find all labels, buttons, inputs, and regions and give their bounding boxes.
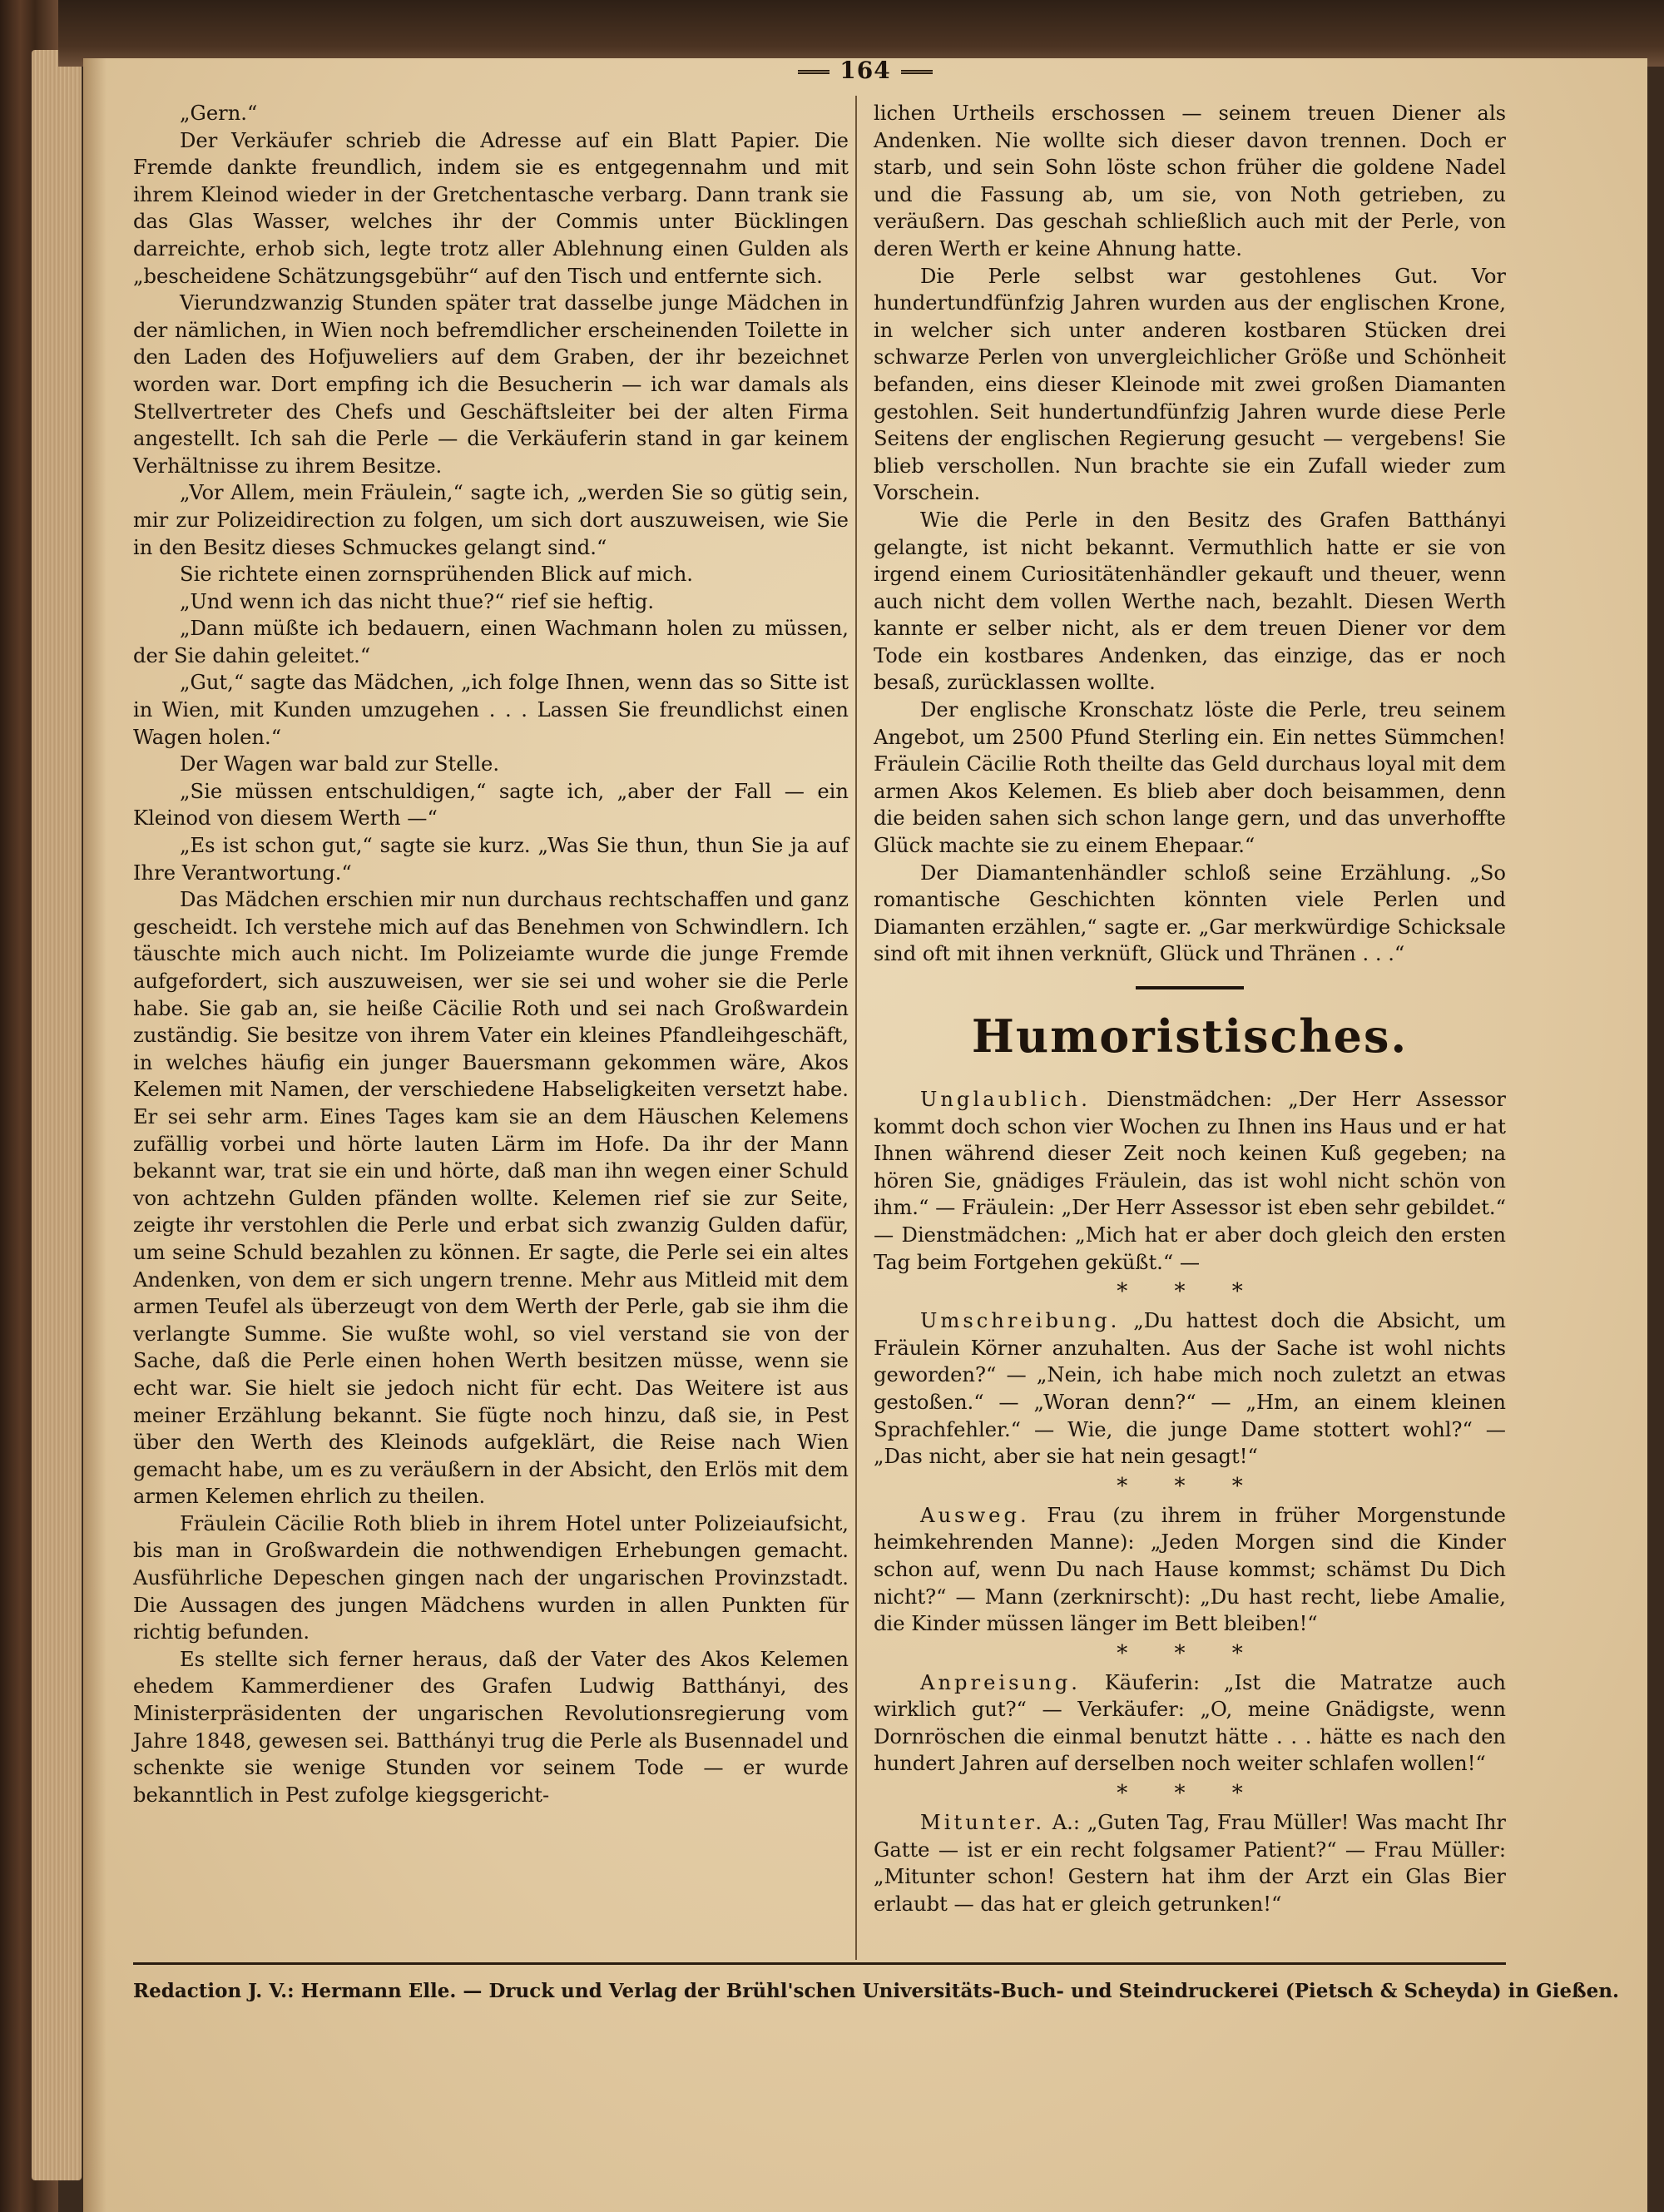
joke-text: A.: „Guten Tag, Frau Müller! Was macht Ihr Gatte — ist er ein recht folgsamer Patient?“ — Frau Müller: „Mitunter schon! Gestern hat ihm der Arzt ein Glas Bier erlaubt — das hat er gleich getrunken!“	[874, 1811, 1506, 1916]
paragraph: „Sie müssen entschuldigen,“ sagte ich, „aber der Fall — ein Kleinod von diesem Werth —“	[133, 779, 849, 831]
paragraph: Der Diamantenhändler schloß seine Erzählung. „So romantische Geschichten könnten viele Perlen und Diamanten erzählen,“ sagte er. „Gar merkwürdige Schicksale sind oft mit ihnen verknüft, Glück und Thränen . . .“	[874, 860, 1506, 966]
footer-rule	[133, 1962, 1506, 1965]
joke-text: Käuferin: „Ist die Matratze auch wirklich gut?“ — Verkäufer: „O, meine Gnädigste, wenn Dornröschen die einmal benutzt hätte . . . hätte es nach den hundert Jahren auf derselben noch weiter schlafen wollen!“	[874, 1670, 1506, 1776]
paragraph: „Und wenn ich das nicht thue?“ rief sie heftig.	[180, 589, 655, 613]
ornament-dash-left	[798, 70, 830, 74]
joke-text: „Du hattest doch die Absicht, um Fräulein Körner anzuhalten. Aus der Sache ist wohl nichts geworden?“ — „Nein, ich habe mich noch zuletzt an etwas gestoßen.“ — „Woran denn?“ — „Hm, an einem kleinen Sprachfehler.“ — Wie, die junge Dame stottert wohl?“ — „Das nicht, aber sie hat nein gesagt!“	[874, 1309, 1506, 1469]
separator-stars: * * *	[1117, 1279, 1263, 1305]
joke-title: Umschreibung.	[920, 1309, 1121, 1333]
paragraph: Der Verkäufer schrieb die Adresse auf ein Blatt Papier. Die Fremde dankte freundlich, indem sie es entgegennahm und mit ihrem Kleinod wieder in der Gretchentasche verbarg. Dann trank sie das Glas Wasser, welches ihr der Commis unter Bücklingen darreichte, erhob sich, legte trotz aller Ablehnung einen Gulden als „bescheidene Schätzungsgebühr“ auf den Tisch und entfernte sich.	[133, 128, 849, 288]
paragraph: Das Mädchen erschien mir nun durchaus rechtschaffen und ganz gescheidt. Ich verstehe mich auf das Benehmen von Schwindlern. Ich täuschte mich auch nicht. Im Polizeiamte wurde die junge Fremde aufgefordert, sich auszuweisen, wer sie sei und woher sie die Perle habe. Sie gab an, sie heiße Cäcilie Roth und sei nach Großwardein zuständig. Sie besitze von ihrem Vater ein kleines Pfandleihgeschäft, in welches häufig ein junger Bauersmann gekommen wäre, Akos Kelemen mit Namen, der verschiedene Habseligkeiten versetzt habe. Er sei sehr arm. Eines Tages kam sie an dem Häuschen Kelemens zufällig vorbei und hörte lauten Lärm im Hofe. Da ihr der Mann bekannt war, trat sie ein und hörte, daß man ihn wegen einer Schuld von achtzehn Gulden pfänden wollte. Kelemen rief sie zur Seite, zeigte ihr verstohlen die Perle und erbat sich zwanzig Gulden dafür, um seine Schuld bezahlen zu können. Er sagte, die Perle sei ein altes Andenken, von dem er sich ungern trenne. Mehr aus Mitleid mit dem armen Teufel als überzeugt von dem Werth der Perle, gab sie ihm die verlangte Summe. Sie wußte wohl, so viel verstand sie von der Sache, daß die Perle einen hohen Werth besitzen müsse, wenn sie echt war. Sie hielt sie jedoch nicht für echt. Das Weitere ist aus meiner Erzählung bekannt. Sie fügte noch hinzu, daß sie, in Pest über den Werth des Kleinods aufgeklärt, die Reise nach Wien gemacht habe, um es zu veräußern in der Absicht, den Erlös mit dem armen Kelemen ehrlich zu theilen.	[133, 888, 849, 1509]
paragraph: „Es ist schon gut,“ sagte sie kurz. „Was Sie thun, thun Sie ja auf Ihre Verantwortung.“	[133, 834, 849, 885]
joke-title: Ausweg.	[920, 1503, 1030, 1527]
joke-title: Mitunter.	[920, 1811, 1046, 1835]
section-heading: Humoristisches.	[971, 1009, 1409, 1063]
joke-item	[874, 1809, 1506, 1917]
paragraph: „Vor Allem, mein Fräulein,“ sagte ich, „werden Sie so gütig sein, mir zur Polizeidirection zu folgen, um sich dort auszuweisen, wie Sie in den Besitz dieses Schmuckes gelangt sind.“	[133, 481, 849, 559]
joke-title: Anpreisung.	[920, 1670, 1081, 1694]
joke-item	[874, 1669, 1506, 1778]
separator-stars: * * *	[1117, 1640, 1263, 1666]
paragraph: Vierundzwanzig Stunden später trat dasselbe junge Mädchen in der nämlichen, in Wien noch befremdlicher erscheinenden Toilette in den Laden des Hofjuweliers auf dem Graben, der ihr bezeichnet worden war. Dort empfing ich die Besucherin — ich war damals als Stellvertreter des Chefs und Geschäftsleiter bei der alten Firma angestellt. Ich sah die Perle — die Verkäuferin stand in gar keinem Verhältnisse zu ihrem Besitze.	[133, 291, 849, 478]
joke-item	[874, 1307, 1506, 1471]
section-rule	[1136, 986, 1244, 989]
paragraph: Der Wagen war bald zur Stelle.	[180, 752, 500, 776]
page-gutter-shadow	[83, 58, 106, 2212]
paragraph: „Gut,“ sagte das Mädchen, „ich folge Ihnen, wenn das so Sitte ist in Wien, mit Kunden umzugehen . . . Lassen Sie freundlichst einen Wagen holen.“	[133, 671, 849, 749]
separator-stars: * * *	[1117, 1781, 1263, 1807]
joke-text: Frau (zu ihrem in früher Morgenstunde heimkehrenden Manne): „Jeden Morgen sind die Kinder schon auf, wenn Du nach Hause kommst; schämst Du Dich nicht?“ — Mann (zerknirscht): „Du hast recht, liebe Amalie, die Kinder müssen länger im Bett bleiben!“	[874, 1503, 1506, 1636]
paragraph: Es stellte sich ferner heraus, daß der Vater des Akos Kelemen ehedem Kammerdiener des Grafen Ludwig Batthányi, des Ministerpräsidenten der ungarischen Revolutionsregierung vom Jahre 1848, gewesen sei. Batthányi trug die Perle als Busennadel und schenkte sie wenige Stunden vor seinem Tode — er wurde bekanntlich in Pest zufolge kiegsgericht-	[133, 1647, 849, 1807]
paragraph: Der englische Kronschatz löste die Perle, treu seinem Angebot, um 2500 Pfund Sterling ein. Ein nettes Sümmchen! Fräulein Cäcilie Roth theilte das Geld durchaus loyal mit dem armen Akos Kelemen. Es blieb aber doch beisammen, denn die beiden sahen sich schon lange gern, und das unverhoffte Glück machte sie zu einem Ehepaar.“	[874, 698, 1506, 858]
paragraph: Die Perle selbst war gestohlenes Gut. Vor hundertundfünfzig Jahren wurden aus der englischen Krone, in welcher sich unter anderen kostbaren Stücken drei schwarze Perlen von unvergleichlicher Größe und Schönheit befanden, eins dieser Kleinode mit zwei großen Diamanten gestohlen. Seit hundertundfünfzig Jahren wurde diese Perle Seitens der englischen Regierung gesucht — vergebens! Sie blieb verschollen. Nun brachte sie ein Zufall wieder zum Vorschein.	[874, 264, 1506, 505]
joke-item	[874, 1086, 1506, 1276]
separator-stars: * * *	[1117, 1473, 1263, 1499]
joke-text: Dienstmädchen: „Der Herr Assessor kommt doch schon vier Wochen zu Ihnen ins Haus und er hat Ihnen während dieser Zeit noch keinen Kuß gegeben; na hören Sie, gnädiges Fräulein, das ist wohl nicht schön von ihm.“ — Fräulein: „Der Herr Assessor ist eben sehr gebildet.“ — Dienstmädchen: „Mich hat er aber doch gleich den ersten Tag beim Fortgehen geküßt.“ —	[874, 1088, 1506, 1274]
right-column	[874, 100, 1506, 1917]
page-number: 164	[83, 57, 1647, 84]
paragraph: „Dann müßte ich bedauern, einen Wachmann holen zu müssen, der Sie dahin geleitet.“	[133, 617, 849, 667]
paragraph: Fräulein Cäcilie Roth blieb in ihrem Hotel unter Polizeiaufsicht, bis man in Großwardein die nothwendigen Erhebungen gemacht. Ausführliche Depeschen gingen nach der ungarischen Provinzstadt. Die Aussagen des jungen Mädchens wurden in allen Punkten für richtig befunden.	[133, 1511, 849, 1644]
left-column	[133, 100, 849, 1808]
paragraph: Sie richtete einen zornsprühenden Blick auf mich.	[180, 563, 693, 587]
ornament-dash-right	[901, 70, 933, 74]
page-edges	[32, 50, 82, 2180]
paragraph: lichen Urtheils erschossen — seinem treuen Diener als Andenken. Nie wollte sich dieser davon trennen. Doch er starb, und sein Sohn löste schon früher die goldene Nadel und die Fassung ab, um sie, von Noth getrieben, zu veräußern. Das geschah schließlich auch mit der Perle, von deren Werth er keine Ahnung hatte.	[874, 102, 1506, 260]
column-divider	[855, 96, 857, 1960]
joke-item	[874, 1502, 1506, 1638]
joke-title: Unglaublich.	[920, 1088, 1091, 1111]
paragraph: Wie die Perle in den Besitz des Grafen Batthányi gelangte, ist nicht bekannt. Vermuthlich hatte er sie von irgend einem Curiositätenhändler gekauft und theuer, wenn auch nicht dem vollen Werthe nach, bezahlt. Diesen Werth kannte er selber nicht, als er dem treuen Diener vor dem Tode ein kostbares Andenken, das einzige, das er noch besaß, zurücklassen wollte.	[874, 508, 1506, 695]
imprint-footer: Redaction J. V.: Hermann Elle. — Druck und Verlag der Brühl'schen Universitäts-Buch- und Steindruckerei (Pietsch & Scheyda) in Gießen.	[133, 1980, 1619, 2002]
paragraph: „Gern.“	[180, 102, 258, 125]
